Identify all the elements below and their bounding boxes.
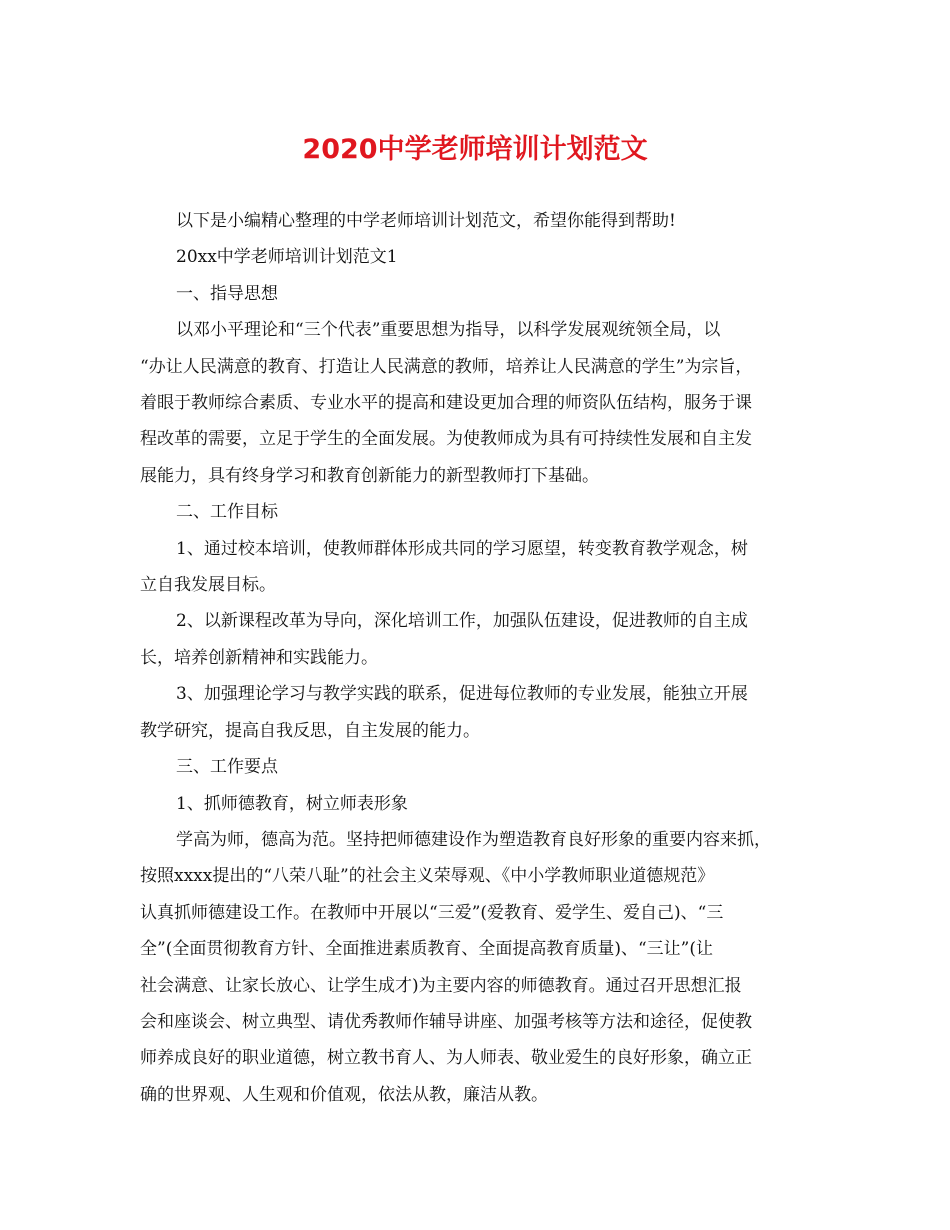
paragraph-line: 会和座谈会、树立典型、请优秀教师作辅导讲座、加强考核等方法和途径，促使教 [140, 1011, 752, 1032]
paragraph-line: 社会满意、让家长放心、让学生成才)为主要内容的师德教育。通过召开思想汇报 [140, 975, 742, 996]
paragraph [140, 676, 830, 749]
paragraph [140, 786, 830, 822]
paragraph [140, 603, 830, 676]
paragraph-line: 立自我发展目标。 [140, 575, 276, 596]
paragraph [140, 276, 830, 312]
paragraph-line: 全”(全面贯彻教育方针、全面推进素质教育、全面提高教育质量)、“三让”(让 [140, 939, 713, 960]
paragraph [140, 239, 830, 275]
paragraph-line: “办让人民满意的教育、打造让人民满意的教师，培养让人民满意的学生”为宗旨， [140, 356, 753, 377]
paragraph-line: 长，培养创新精神和实践能力。 [140, 647, 378, 668]
document-title: 2020中学老师培训计划范文 [302, 134, 648, 165]
paragraph [140, 531, 830, 604]
paragraph [140, 494, 830, 530]
document-body [140, 203, 830, 1113]
paragraph-line: 着眼于教师综合素质、专业水平的提高和建设更加合理的师资队伍结构，服务于课 [140, 393, 752, 414]
paragraph-line: 20xx中学老师培训计划范文1 [176, 247, 398, 268]
paragraph-line: 以邓小平理论和“三个代表”重要思想为指导，以科学发展观统领全局，以 [176, 320, 721, 341]
paragraph-line: 确的世界观、人生观和价值观，依法从教，廉洁从教。 [140, 1084, 548, 1105]
paragraph-line: 二、工作目标 [176, 502, 278, 523]
paragraph-line: 教学研究，提高自我反思，自主发展的能力。 [140, 720, 480, 741]
paragraph-line: 师养成良好的职业道德，树立教书育人、为人师表、敬业爱生的良好形象，确立正 [140, 1048, 752, 1069]
paragraph-line: 学高为师，德高为范。坚持把师德建设作为塑造教育良好形象的重要内容来抓， [176, 829, 771, 850]
paragraph-line: 一、指导思想 [176, 283, 278, 304]
paragraph [140, 749, 830, 785]
paragraph-line: 认真抓师德建设工作。在教师中开展以“三爱”(爱教育、爱学生、爱自己)、“三 [140, 902, 724, 923]
paragraph [140, 312, 830, 494]
paragraph-line: 以下是小编精心整理的中学老师培训计划范文，希望你能得到帮助! [176, 211, 676, 231]
paragraph-line: 2、以新课程改革为导向，深化培训工作，加强队伍建设，促进教师的自主成 [176, 611, 748, 632]
paragraph-line: 程改革的需要，立足于学生的全面发展。为使教师成为具有可持续性发展和自主发 [140, 429, 752, 450]
paragraph-line: 3、加强理论学习与教学实践的联系，促进每位教师的专业发展，能独立开展 [176, 684, 748, 705]
paragraph [140, 203, 830, 239]
paragraph-line: 展能力，具有终身学习和教育创新能力的新型教师打下基础。 [140, 465, 599, 486]
paragraph-line: 三、工作要点 [176, 757, 278, 778]
paragraph [140, 822, 830, 1113]
paragraph-line: 1、抓师德教育，树立师表形象 [176, 793, 408, 814]
paragraph-line: 1、通过校本培训，使教师群体形成共同的学习愿望，转变教育教学观念，树 [176, 538, 748, 559]
paragraph-line: 按照xxxx提出的“八荣八耻”的社会主义荣辱观、《中小学教师职业道德规范》 [140, 866, 715, 887]
